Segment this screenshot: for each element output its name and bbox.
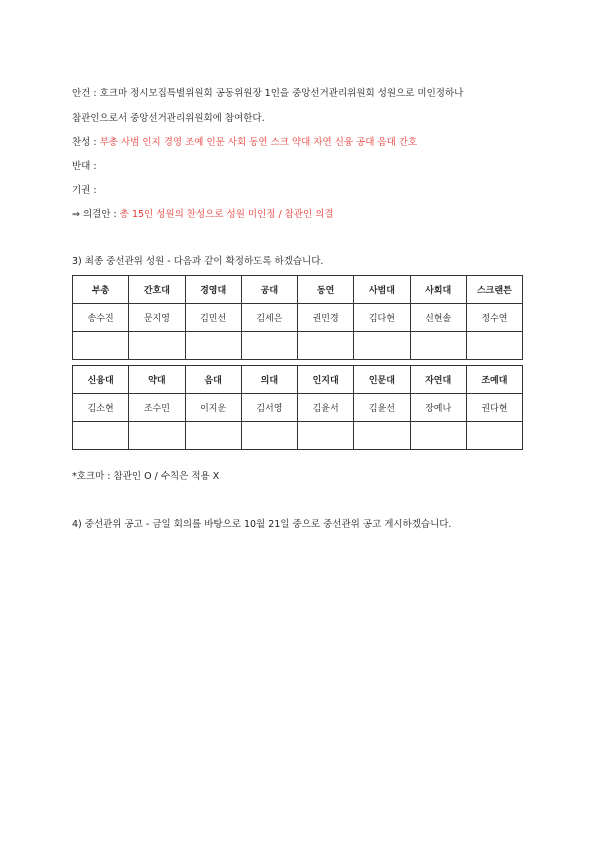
table-header-cell: 약대 [129,366,185,394]
section-3-title: 3) 최종 중선관위 성원 - 다음과 같이 확정하도록 하겠습니다. [72,256,324,267]
agenda-line-2: 참관인으로서 중앙선거관리위원회에 참여한다. [72,113,265,124]
member-name-cell: 김세은 [241,304,297,332]
table-note: *호크마 : 참관인 O / 수칙은 적용 X [72,471,220,482]
table-row [73,304,523,332]
empty-cell [241,422,297,450]
empty-cell [354,422,410,450]
member-name-cell: 이지운 [185,394,241,422]
member-table-2 [72,365,523,450]
table-header-cell: 간호대 [129,276,185,304]
decision-line [72,209,334,221]
member-name-cell: 송수진 [73,304,129,332]
empty-cell [354,332,410,360]
table-header-cell: 사범대 [354,276,410,304]
decision-label: ⇒ 의결안 : [72,209,120,220]
member-name-cell: 신현솔 [410,304,466,332]
table-row-empty [73,332,523,360]
table-header-cell: 사회대 [410,276,466,304]
member-name-cell: 김민선 [185,304,241,332]
table-header-cell: 신융대 [73,366,129,394]
table-header-cell: 자연대 [410,366,466,394]
empty-cell [129,422,185,450]
table-header-cell: 인지대 [298,366,354,394]
table-row [73,394,523,422]
oppose-line: 반대 : [72,161,97,172]
member-name-cell: 권민경 [298,304,354,332]
empty-cell [466,422,522,450]
table-header-cell: 부총 [73,276,129,304]
table-header-cell: 조예대 [466,366,522,394]
member-name-cell: 김윤선 [354,394,410,422]
table-header-cell: 음대 [185,366,241,394]
table-row-empty [73,422,523,450]
empty-cell [185,422,241,450]
empty-cell [410,422,466,450]
approve-value: 부총 사범 인지 경영 조예 인문 사회 동연 스크 약대 자연 신융 공대 음대 간호 [99,137,418,148]
table-header-cell: 스크랜튼 [466,276,522,304]
member-table-1 [72,275,523,360]
empty-cell [298,422,354,450]
empty-cell [241,332,297,360]
member-name-cell: 장예나 [410,394,466,422]
table-header-cell: 동연 [298,276,354,304]
table-header-row [73,276,523,304]
empty-cell [73,422,129,450]
approve-label: 찬성 : [72,137,100,148]
decision-value: 총 15인 성원의 찬성으로 성원 미인정 / 참관인 의결 [119,209,334,220]
empty-cell [129,332,185,360]
empty-cell [298,332,354,360]
empty-cell [410,332,466,360]
table-header-row [73,366,523,394]
table-header-cell: 공대 [241,276,297,304]
member-name-cell: 정수연 [466,304,522,332]
section-4-text: 4) 중선관위 공고 - 금일 회의를 바탕으로 10월 21일 중으로 중선관위 공고 게시하겠습니다. [72,519,452,530]
approve-line [72,137,417,149]
table-header-cell: 경영대 [185,276,241,304]
empty-cell [73,332,129,360]
empty-cell [466,332,522,360]
member-name-cell: 김소현 [73,394,129,422]
member-name-cell: 김다현 [354,304,410,332]
abstain-line: 기권 : [72,185,97,196]
member-name-cell: 조수민 [129,394,185,422]
member-name-cell: 김서영 [241,394,297,422]
table-header-cell: 의대 [241,366,297,394]
member-name-cell: 문지영 [129,304,185,332]
empty-cell [185,332,241,360]
table-header-cell: 인문대 [354,366,410,394]
agenda-line-1: 안건 : 호크마 정시모집특별위원회 공동위원장 1인을 중앙선거관리위원회 성원으로 미인정하나 [72,88,464,99]
member-name-cell: 김윤서 [298,394,354,422]
member-name-cell: 권다현 [466,394,522,422]
